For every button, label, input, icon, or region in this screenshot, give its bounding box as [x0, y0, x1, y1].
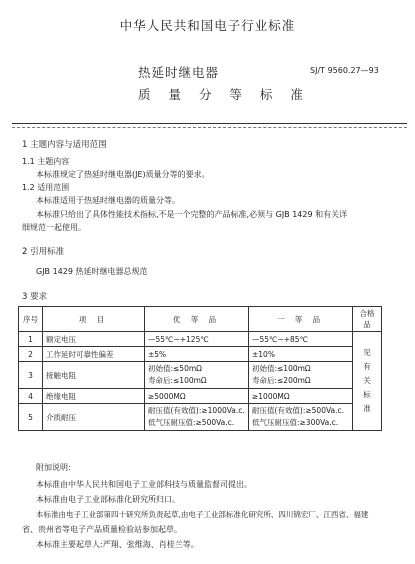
notes-heading: 附加说明: — [36, 463, 71, 472]
row-superior-line: 寿命后:≤100mΩ — [148, 376, 207, 385]
row-item: 工作延时可靠性偏差 — [43, 347, 145, 362]
row-superior — [145, 404, 249, 431]
table-header-row — [19, 307, 382, 332]
section-1-2-text: 本标准适用于热延时继电器的质量分等。 — [36, 196, 180, 205]
table-header-cell: 项 目 — [43, 307, 145, 332]
row-superior-line: 耐压值(有效值):≥1000Va.c. — [148, 406, 245, 415]
row-superior-line: 低气压耐压值:≥500Va.c. — [148, 418, 235, 427]
row-first: ±10% — [249, 347, 353, 362]
row-first — [249, 404, 353, 431]
section-2-text: GJB 1429 热延时继电器总规范 — [36, 267, 148, 276]
row-number: 3 — [19, 362, 43, 389]
row-item: 绝缘电阻 — [43, 389, 145, 404]
table-row — [19, 332, 382, 347]
row-first-line: 寿命后:≤200mΩ — [252, 376, 311, 385]
table-header-cell: 合格品 — [353, 307, 382, 332]
notes-line: 本标准由电子工业部标准化研究所归口。 — [36, 495, 180, 504]
section-1-2-text-2: 本标准只给出了具体性能技术指标,不是一个完整的产品标准,必须与 GJB 1429 和有关详 — [36, 210, 348, 219]
standard-code: SJ/T 9560.27—93 — [310, 66, 379, 75]
row-superior — [145, 362, 249, 389]
header-rule-dashed — [12, 127, 407, 128]
row-number: 5 — [19, 404, 43, 431]
row-number: 4 — [19, 389, 43, 404]
row-superior: —55℃~+125℃ — [145, 332, 249, 347]
table-header-cell: 序号 — [19, 307, 43, 332]
section-2-heading: 2 引用标准 — [22, 247, 65, 257]
row-superior-line: 初始值:≤50mΩ — [148, 364, 202, 373]
section-1-1-heading: 1.1 主题内容 — [22, 157, 70, 166]
row-first-line: 低气压耐压值:≥300Va.c. — [252, 418, 339, 427]
table-row — [19, 389, 382, 404]
row-first-line: 初始值:≤100mΩ — [252, 364, 311, 373]
row-item: 接触电阻 — [43, 362, 145, 389]
row-superior: ±5% — [145, 347, 249, 362]
table-row — [19, 404, 382, 431]
notes-line: 本标准主要起草人:严翔、张维海、肖桂兰等。 — [36, 540, 199, 549]
document-subtitle: 质 量 分 等 标 准 — [138, 87, 310, 102]
notes-line: 本标准由电子工业部第四十研究所负责起草,由电子工业部标准化研究所、四川锦宏厂、江西省、福建 — [36, 510, 369, 519]
qualified-note — [353, 332, 382, 431]
document-header: 中华人民共和国电子行业标准 — [119, 18, 296, 33]
header-rule — [12, 123, 407, 124]
notes-line: 本标准由中华人民共和国电子工业部科技与质量监督司提出。 — [36, 480, 252, 489]
row-first-line: 耐压值(有效值):≥500Va.c. — [252, 406, 345, 415]
notes-line: 省、贵州省等电子产品质量检验站参加起草。 — [22, 525, 182, 534]
table-row — [19, 362, 382, 389]
table-header-cell: 优 等 品 — [145, 307, 249, 332]
document-title: 热延时继电器 — [138, 65, 220, 80]
table-row — [19, 347, 382, 362]
row-number: 2 — [19, 347, 43, 362]
row-first — [249, 362, 353, 389]
row-item: 额定电压 — [43, 332, 145, 347]
row-item: 介质耐压 — [43, 404, 145, 431]
row-first: ≥1000MΩ — [249, 389, 353, 404]
section-3-heading: 3 要求 — [22, 292, 48, 302]
section-1-heading: 1 主题内容与适用范围 — [22, 140, 107, 150]
requirements-table — [18, 306, 382, 431]
section-1-1-text: 本标准规定了热延时继电器(JE)质量分等的要求。 — [36, 170, 210, 179]
qualified-note-text: 见有关标准 — [363, 348, 371, 413]
section-1-2-heading: 1.2 适用范围 — [22, 183, 70, 192]
row-number: 1 — [19, 332, 43, 347]
section-1-2-text-3: 细规范一起使用。 — [22, 223, 86, 232]
table-header-cell: 一 等 品 — [249, 307, 353, 332]
row-first: —55℃~+85℃ — [249, 332, 353, 347]
row-superior: ≥5000MΩ — [145, 389, 249, 404]
